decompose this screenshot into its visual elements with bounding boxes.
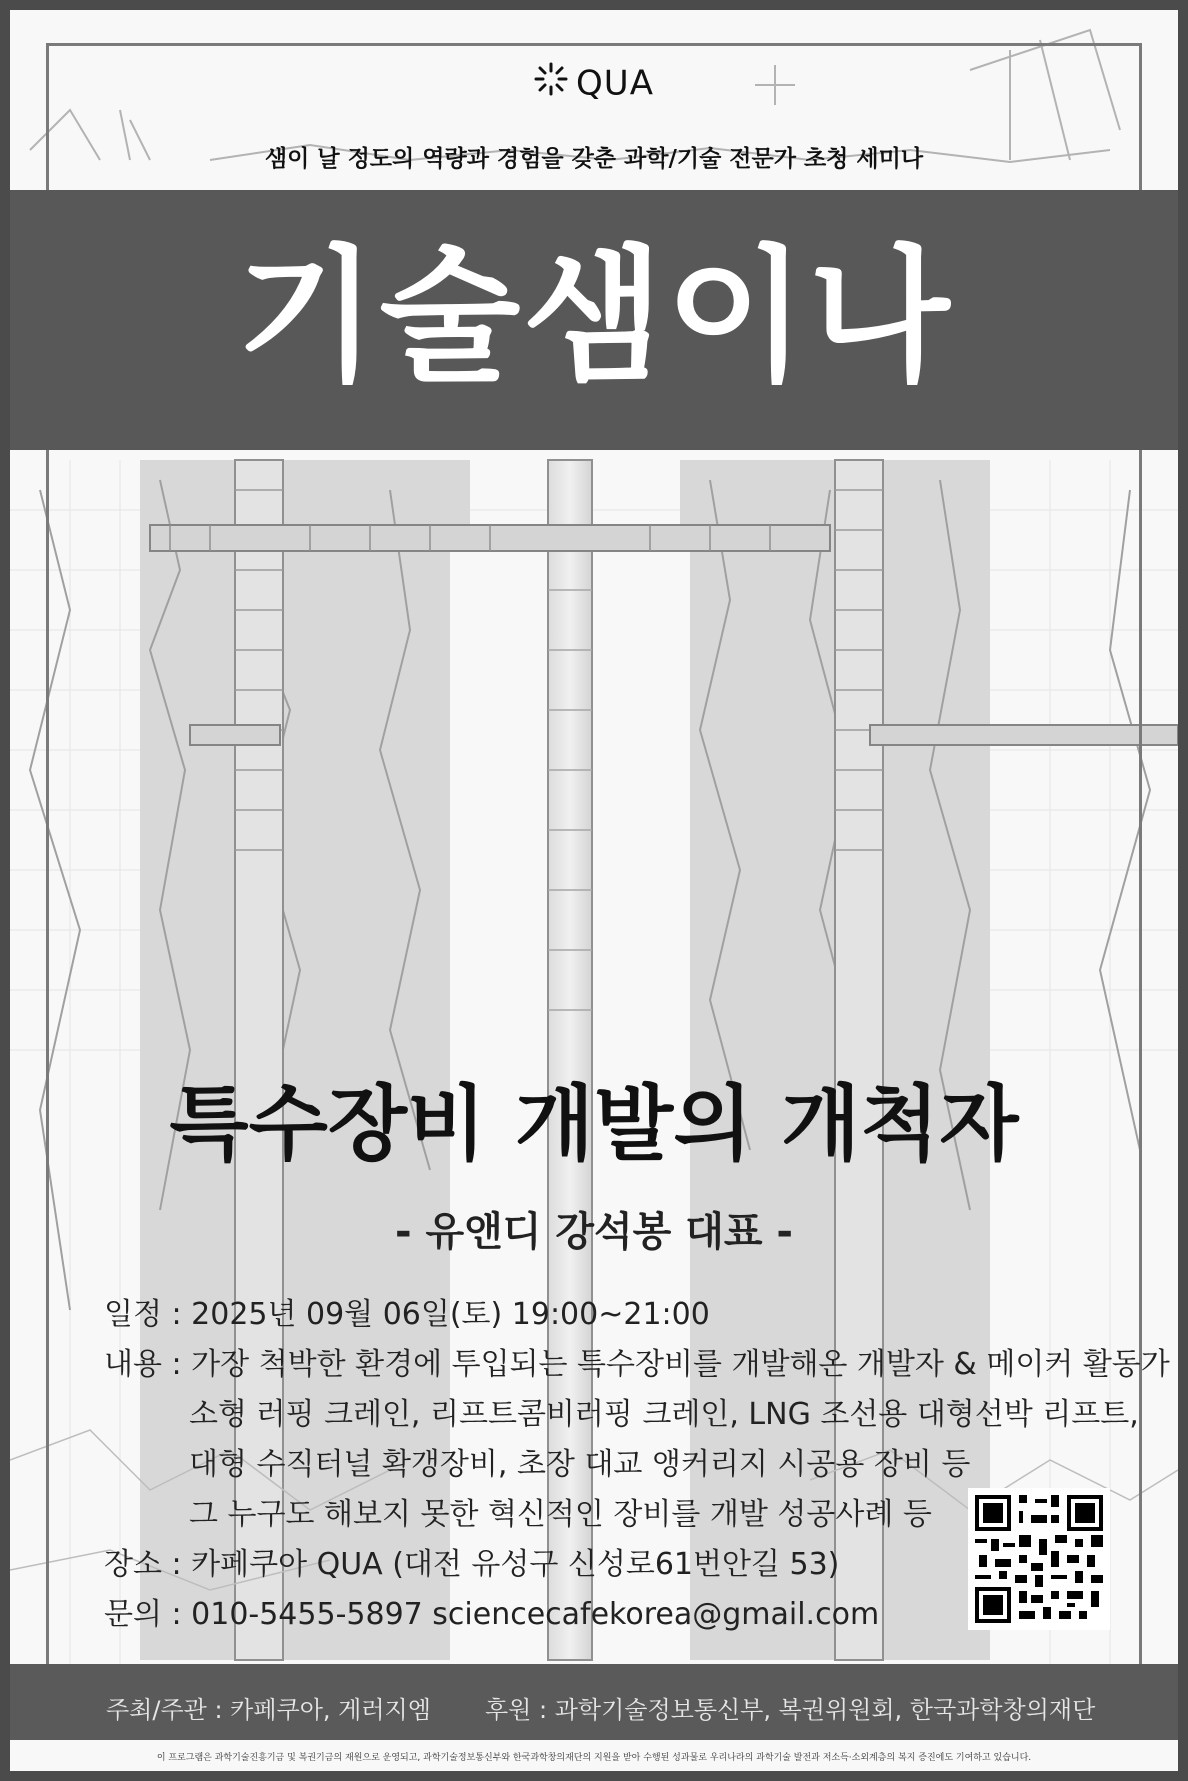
sponsor-text: 후원 : 과학기술정보통신부, 복권위원회, 한국과학창의재단 <box>485 1696 1096 1724</box>
qr-code[interactable] <box>968 1488 1110 1630</box>
content-line: 소형 러핑 크레인, 리프트콤비러핑 크레인, LNG 조선용 대형선박 리프트, <box>189 1397 1139 1432</box>
content-line: 그 누구도 해보지 못한 혁신적인 장비를 개발 성공사례 등 <box>189 1497 932 1532</box>
seminar-title: 기술샘이나 <box>236 232 952 402</box>
funding-disclaimer: 이 프로그램은 과학기술진흥기금 및 복권기금의 재원으로 운영되고, 과학기술정보통신부와 한국과학창의재단의 지원을 받아 수행된 성과물로 우리나라의 과학기술 발전과 저소득·소외계층의 복지 증진에도 기여하고 있습니다. <box>156 1753 1032 1763</box>
content-line: 내용 : 가장 척박한 환경에 투입되는 특수장비를 개발해온 개발자 & 메이커 활동가 <box>104 1347 1170 1382</box>
qua-logo <box>0 62 1188 105</box>
content-line: 대형 수직터널 확갱장비, 초장 대교 앵커리지 시공용 장비 등 <box>189 1447 971 1482</box>
organizer-text: 주최/주관 : 카페쿠아, 게러지엠 <box>106 1696 431 1724</box>
seminar-subtitle: 샘이 날 정도의 역량과 경험을 갖춘 과학/기술 전문가 초청 세미나 <box>264 146 924 172</box>
speaker-name: - 유앤디 강석봉 대표 - <box>394 1209 794 1255</box>
sunburst-icon <box>534 62 568 105</box>
logo-text: QUA <box>576 63 654 104</box>
schedule-line: 일정 : 2025년 09월 06일(토) 19:00~21:00 <box>104 1297 710 1332</box>
contact-line: 문의 : 010-5455-5897 sciencecafekorea@gmail.com <box>104 1597 880 1632</box>
lecture-headline: 특수장비 개발의 개척자 <box>169 1077 1019 1172</box>
venue-line: 장소 : 카페쿠아 QUA (대전 유성구 신성로61번안길 53) <box>104 1547 840 1582</box>
